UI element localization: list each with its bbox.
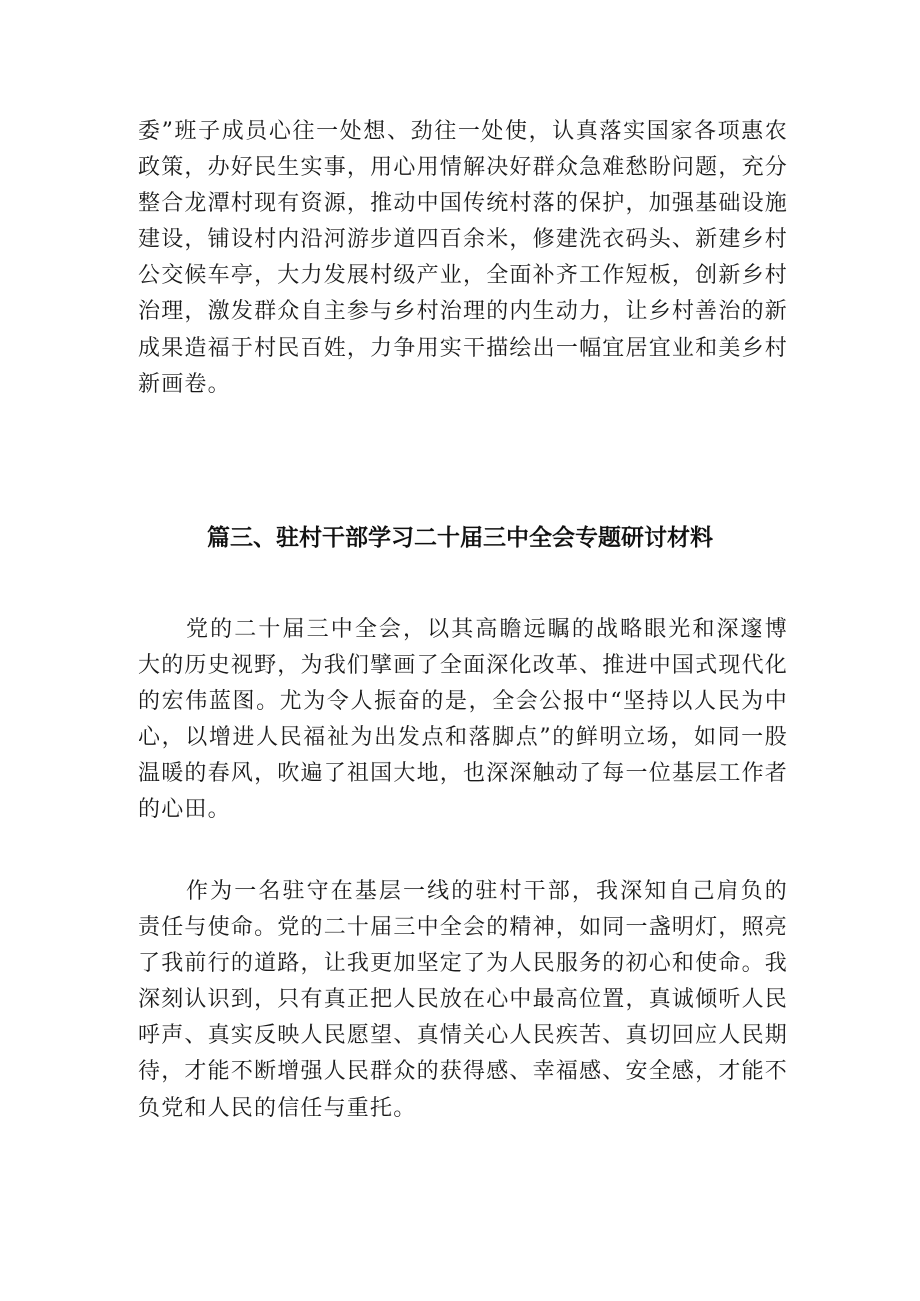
body-paragraph-intro: 党的二十届三中全会，以其高瞻远瞩的战略眼光和深邃博大的历史视野，为我们擘画了全面深化改革、推进中国式现代化的宏伟蓝图。尤为令人振奋的是，全会公报中“坚持以人民为中心，以增进人民福祉为出发点和落脚点”的鲜明立场，如同一股温暖的春风，吹遍了祖国大地，也深深触动了每一位基层工作者的心田。 — [138, 617, 788, 823]
body-paragraph-continued: 委”班子成员心往一处想、劲往一处使，认真落实国家各项惠农政策，办好民生实事，用心用情解决好群众急难愁盼问题，充分整合龙潭村现有资源，推动中国传统村落的保护，加强基础设施建设，铺设村内沿河游步道四百余米，修建洗衣码头、新建乡村公交候车亭，大力发展村级产业，全面补齐工作短板，创新乡村治理，激发群众自主参与乡村治理的内生动力，让乡村善治的新成果造福于村民百姓，力争用实干描绘出一幅宜居宜业和美乡村新画卷。 — [138, 119, 788, 397]
body-paragraph-reflection: 作为一名驻守在基层一线的驻村干部，我深知自己肩负的责任与使命。党的二十届三中全会的精神，如同一盏明灯，照亮了我前行的道路，让我更加坚定了为人民服务的初心和使命。我深刻认识到，只有真正把人民放在心中最高位置，真诚倾听人民呼声、真实反映人民愿望、真情关心人民疾苦、真切回应人民期待，才能不断增强人民群众的获得感、幸福感、安全感，才能不负党和人民的信任与重托。 — [138, 879, 788, 1121]
section-heading: 篇三、驻村干部学习二十届三中全会专题研讨材料 — [207, 525, 713, 551]
